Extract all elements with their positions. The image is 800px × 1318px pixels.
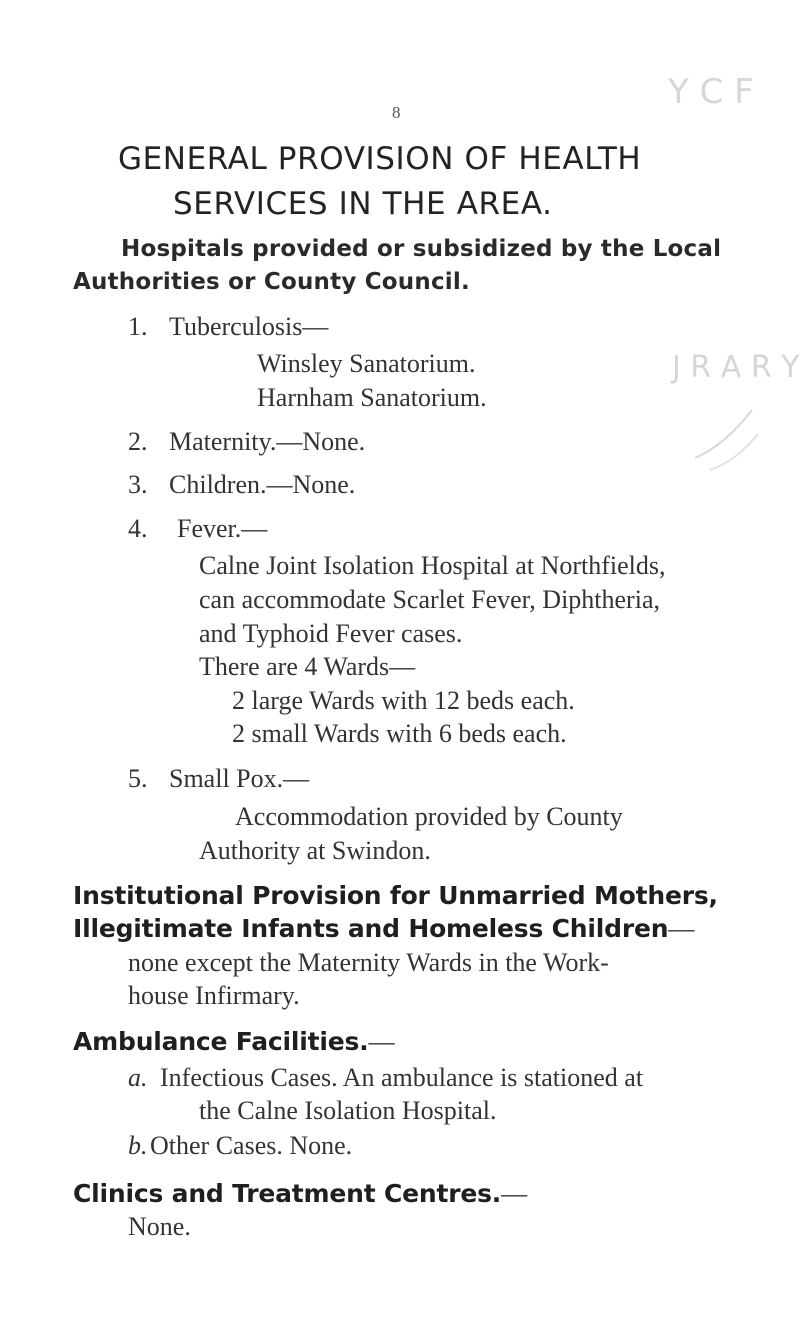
item-detail: Winsley Sanatorium. [257, 349, 476, 378]
institutional-heading-bold: Illegitimate Infants and Homeless Children [73, 914, 669, 943]
ambulance-heading [73, 1027, 394, 1057]
clinics-text: None. [128, 1212, 191, 1241]
item-detail: Authority at Swindon. [199, 836, 431, 865]
item-detail: Accommodation provided by County [235, 802, 623, 831]
item-detail: Harnham Sanatorium. [257, 383, 487, 412]
ambulance-item-a-line-1: Infectious Cases. An ambulance is stationed at [160, 1063, 644, 1092]
institutional-heading-dash: — [668, 914, 695, 943]
title-line-2: SERVICES IN THE AREA. [173, 186, 553, 222]
institutional-text-line-2: house Infirmary. [128, 981, 300, 1010]
ambulance-item-a-line-2: the Calne Isolation Hospital. [199, 1096, 497, 1125]
item-number: 4. [128, 514, 148, 543]
ambulance-item-b-text: Other Cases. None. [150, 1131, 353, 1160]
item-number: 1. [128, 312, 148, 341]
ambulance-heading-dash: — [368, 1027, 395, 1056]
ward-line: 2 small Wards with 6 beds each. [232, 719, 567, 748]
item-number: 3. [128, 470, 148, 499]
page-number: 8 [392, 103, 401, 122]
institutional-heading-line-2 [73, 914, 694, 944]
item-label-tuberculosis: Tuberculosis— [169, 312, 329, 341]
clinics-heading [73, 1179, 527, 1209]
ambulance-item-a-label: a. [128, 1063, 148, 1092]
institutional-text-line-1: none except the Maternity Wards in the Work- [128, 948, 609, 977]
item-label-fever: Fever.— [177, 514, 268, 543]
ambulance-item-b-label: b. [128, 1131, 148, 1160]
bleed-through-mark: Y C F [668, 72, 754, 112]
institutional-heading-line-1: Institutional Provision for Unmarried Mothers, [73, 881, 718, 910]
hospitals-heading-line-2: Authorities or County Council. [73, 269, 470, 295]
item-detail: and Typhoid Fever cases. [199, 619, 463, 648]
clinics-heading-text: Clinics and Treatment Centres. [73, 1179, 502, 1208]
bleed-through-mark: J R A R Y [672, 350, 800, 385]
clinics-heading-dash: — [501, 1179, 528, 1208]
item-number: 2. [128, 427, 148, 456]
item-number: 5. [128, 764, 148, 793]
hospitals-heading-line-1: Hospitals provided or subsidized by the Local [121, 236, 722, 262]
bleed-through-stroke [690, 400, 760, 480]
item-label-children: Children.—None. [169, 470, 356, 499]
title-line-1: GENERAL PROVISION OF HEALTH [118, 141, 642, 177]
item-detail: Calne Joint Isolation Hospital at Northfields, [199, 551, 666, 580]
item-detail: can accommodate Scarlet Fever, Diphtheria, [199, 585, 660, 614]
ambulance-heading-text: Ambulance Facilities. [73, 1027, 369, 1056]
item-detail: There are 4 Wards— [199, 652, 416, 681]
ward-line: 2 large Wards with 12 beds each. [232, 686, 575, 715]
item-label-small-pox: Small Pox.— [169, 764, 310, 793]
item-label-maternity: Maternity.—None. [169, 427, 366, 456]
